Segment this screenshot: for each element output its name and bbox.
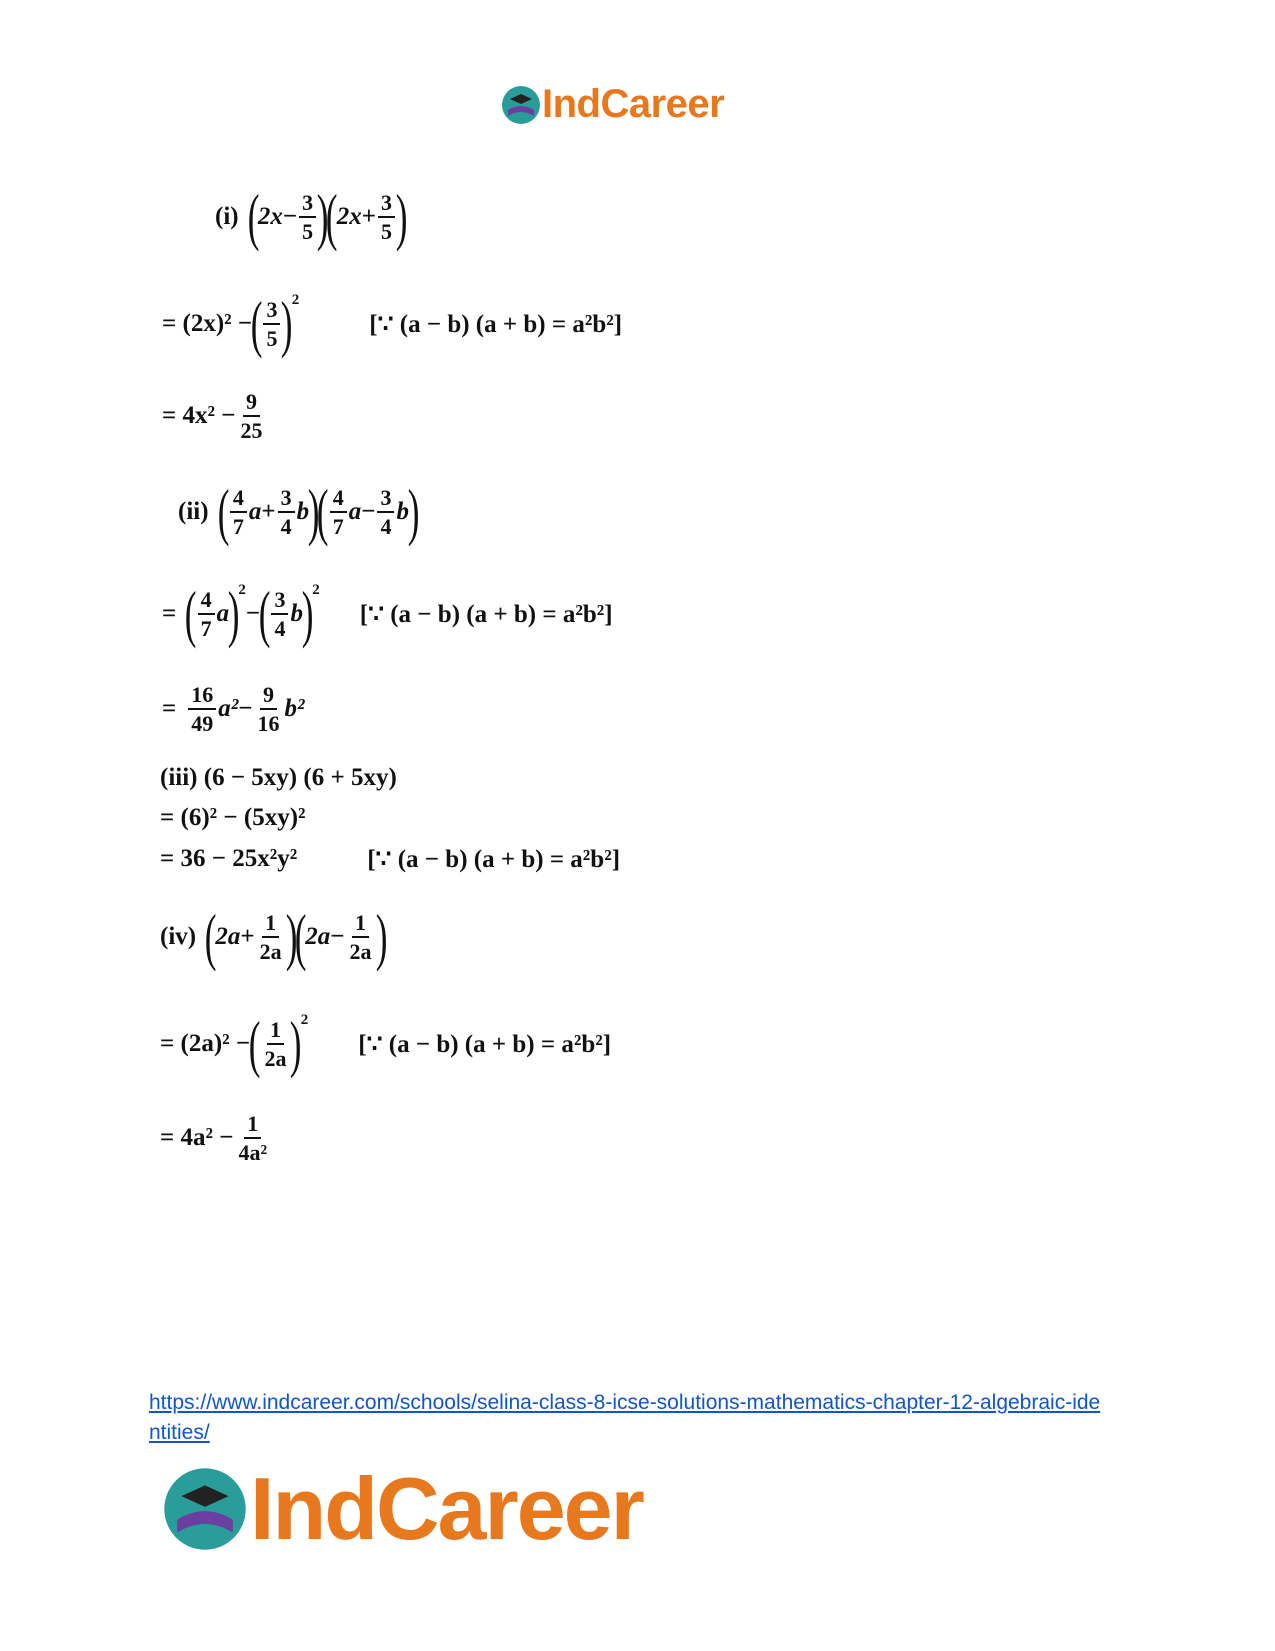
fraction: $\frac{4}{7}$	[330, 486, 347, 538]
fraction: $\frac{3}{5}$	[378, 191, 395, 243]
operator: −	[330, 923, 345, 950]
header-logo	[500, 82, 724, 127]
solution-iv-step2	[160, 1112, 272, 1164]
fraction: $\frac{3}{4}$	[278, 486, 295, 538]
equals: =	[162, 600, 177, 627]
operator: −	[361, 498, 376, 525]
variable: b²	[284, 695, 305, 723]
equals: =	[162, 695, 177, 723]
operator: −	[245, 600, 261, 627]
solution-ii-question: (ii) ( $\frac{4}{7}$ a + $\frac{3}{4}$ b ) ( $\frac{4}{7}$ a − $\frac{3}{4}$ b )	[178, 476, 420, 547]
solution-ii-step2	[162, 683, 305, 735]
fraction: $\frac{1}{2a}$	[349, 909, 372, 964]
expression: = 36 − 25x²y²	[160, 845, 298, 872]
label-ii: (ii)	[178, 498, 209, 525]
variable: b	[296, 498, 310, 525]
solution-iii-line3	[160, 844, 620, 874]
label-iv: (iv)	[160, 923, 197, 950]
term: 2a	[305, 923, 331, 950]
operator: −	[282, 203, 298, 230]
solution-iv-step1: = (2a)² − ( $\frac{1}{2a}$ ) 2 [∵ (a − b) (a + b) = a²b²]	[160, 1008, 612, 1079]
solution-i-question: (i) ( 2x − $\frac{3}{5}$ ) ( 2x + $\frac{3}{5}$ )	[215, 181, 408, 252]
expression: = 4x² −	[162, 402, 236, 430]
graduation-book-icon	[500, 84, 542, 126]
fraction: $\frac{9}{25}$	[240, 389, 263, 444]
variable: a	[348, 498, 362, 525]
variable: b	[396, 498, 409, 525]
solution-i-step2	[162, 390, 268, 442]
fraction: $\frac{9}{16}$	[257, 682, 280, 737]
identity-reason: [∵ (a − b) (a + b) = a²b²]	[358, 1031, 612, 1058]
fraction: $\frac{1}{\text{4a²}}$	[238, 1111, 268, 1166]
expression: = (2x)² −	[162, 310, 253, 337]
solution-iv-question: (iv) ( 2a + $\frac{1}{2a}$ ) ( 2a − $\frac{1}{2a}$ )	[160, 901, 388, 972]
expression: (iii) (6 − 5xy) (6 + 5xy)	[160, 764, 397, 791]
expression: = 4a² −	[160, 1124, 234, 1152]
operator: +	[361, 203, 377, 230]
variable: a	[248, 498, 262, 525]
operator: −	[238, 695, 253, 723]
identity-reason: [∵ (a − b) (a + b) = a²b²]	[359, 601, 613, 628]
fraction: $\frac{16}{49}$	[188, 683, 216, 735]
fraction: $\frac{3}{5}$	[299, 191, 316, 243]
label-i: (i)	[215, 203, 239, 230]
fraction: $\frac{1}{2a}$	[259, 909, 282, 964]
operator: +	[240, 923, 255, 950]
expression: = (6)² − (5xy)²	[160, 804, 306, 831]
variable: a²	[218, 695, 239, 723]
graduation-book-icon	[160, 1464, 250, 1554]
source-link[interactable]: https://www.indcareer.com/schools/selina-class-8-icse-solutions-mathematics-chapter-12-algebraic-identities/	[149, 1391, 1101, 1444]
brand-name: IndCareer	[250, 1459, 643, 1558]
solution-ii-step1: = ( $\frac{4}{7}$ a ) 2 − ( $\frac{3}{4}$ b ) 2 [∵ (a − b) (a + b) = a²b²]	[162, 578, 613, 649]
fraction: $\frac{3}{4}$	[377, 486, 394, 538]
solution-iii-line2	[160, 804, 306, 832]
fraction: $\frac{3}{5}$	[263, 298, 280, 350]
identity-reason: [∵ (a − b) (a + b) = a²b²]	[367, 846, 621, 873]
solution-i-step1: = (2x)² − ( $\frac{3}{5}$ ) 2 [∵ (a − b) (a + b) = a²b²]	[162, 288, 623, 359]
fraction: $\frac{4}{7}$	[230, 486, 247, 538]
term: 2x	[257, 203, 283, 230]
identity-reason: [∵ (a − b) (a + b) = a²b²]	[369, 311, 623, 338]
fraction: $\frac{4}{7}$	[198, 588, 215, 640]
term: 2a	[215, 923, 241, 950]
fraction: $\frac{3}{4}$	[271, 588, 288, 640]
expression: = (2a)² −	[160, 1030, 251, 1057]
fraction: $\frac{1}{2a}$	[264, 1016, 287, 1071]
solution-iii-line1	[160, 764, 397, 792]
footer-logo	[160, 1458, 643, 1560]
term: 2x	[336, 203, 362, 230]
brand-name: IndCareer	[542, 82, 725, 126]
operator: +	[261, 498, 276, 525]
